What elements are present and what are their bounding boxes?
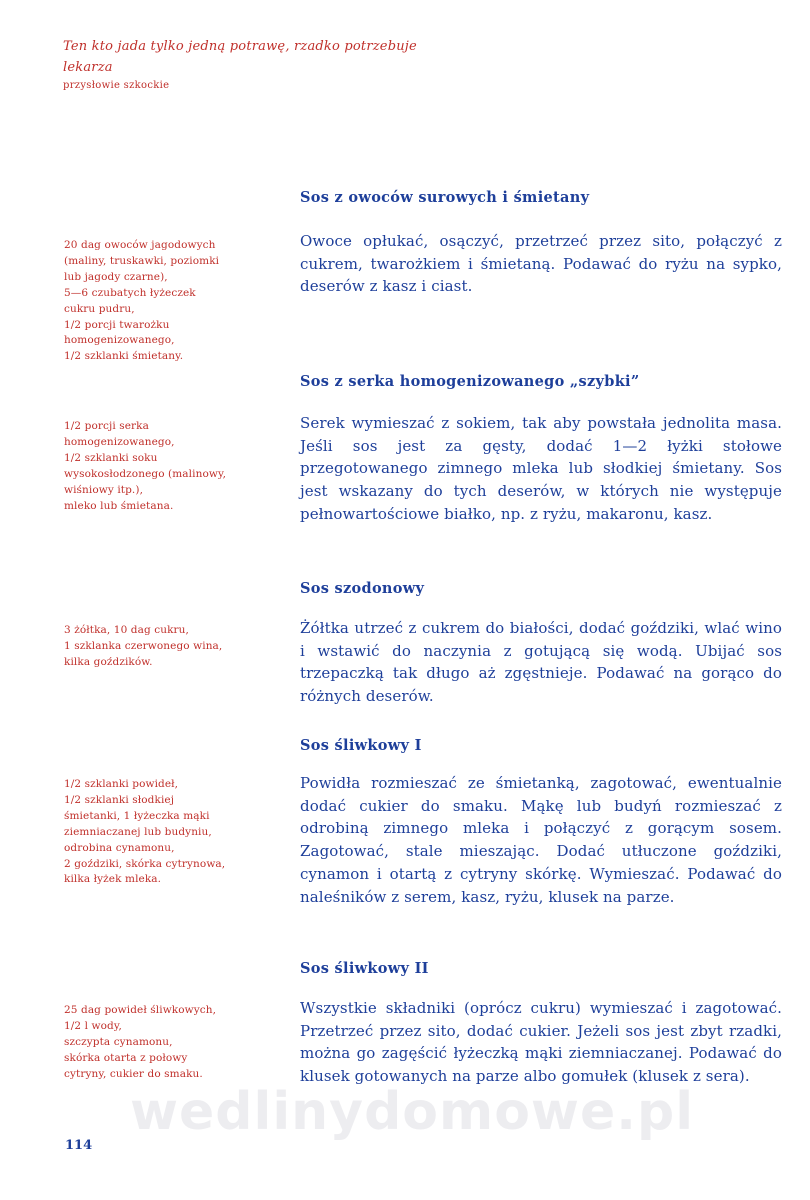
ingredient-list xyxy=(64,1003,284,1083)
ingredient-line: (maliny, truskawki, poziomki xyxy=(64,254,220,267)
ingredient-line: cytryny, cukier do smaku. xyxy=(64,1067,203,1080)
ingredient-list xyxy=(64,623,284,671)
ingredient-list xyxy=(64,419,284,514)
ingredient-line: 1/2 szklanki słodkiej xyxy=(64,793,175,806)
ingredient-list xyxy=(64,238,284,365)
recipe-title: Sos szodonowy xyxy=(300,580,425,597)
recipe-title: Sos z serka homogenizowanego „szybki” xyxy=(300,373,640,390)
recipe-method: Żółtka utrzeć z cukrem do białości, dodać goździki, wlać wino i wstawić do naczynia z gotującą się wodą. Ubijać sos trzepaczką tak długo aż zgęstnieje. Podawać na gorąco do różnych deserów. xyxy=(300,619,782,706)
epigraph-quote xyxy=(63,36,483,78)
recipe-method: Owoce opłukać, osączyć, przetrzeć przez sito, połączyć z cukrem, twarożkiem i śmietaną. Podawać do ryżu na sypko, deserów z kasz i ciast. xyxy=(300,232,782,296)
page-number: 114 xyxy=(65,1138,93,1153)
ingredient-line: 1/2 szklanki śmietany. xyxy=(64,350,184,363)
recipe-method: Powidła rozmieszać ze śmietanką, zagotować, ewentualnie dodać cukier do smaku. Mąkę lub budyń rozmieszać z odrobiną zimnego mleka i połączyć z gorącym sosem. Zagotować, stale mieszając. Dodać utłuczone goździki, cynamon i otartą z cytryny skórkę. Wymieszać. Podawać do naleśników z serem, kasz, ryżu, klusek na parze. xyxy=(300,774,782,906)
recipe-method: Wszystkie składniki (oprócz cukru) wymieszać i zagotować. Przetrzeć przez sito, dodać cukier. Jeżeli sos jest zbyt rzadki, można go zagęścić łyżeczką mąki ziemniaczanej. Podawać do klusek gotowanych na parze albo gomułek (klusek z sera). xyxy=(300,999,782,1086)
ingredient-line: wysokosłodzonego (malinowy, xyxy=(64,467,227,480)
ingredient-line: 3 żółtka, 10 dag cukru, xyxy=(64,624,189,636)
ingredient-line: 20 dag owoców jagodowych xyxy=(64,239,216,251)
ingredient-line: śmietanki, 1 łyżeczka mąki xyxy=(64,809,210,822)
recipe-title: Sos z owoców surowych i śmietany xyxy=(300,189,590,206)
ingredient-line: mleko lub śmietana. xyxy=(64,499,174,512)
ingredient-line: 1/2 porcji serka xyxy=(64,420,149,432)
epigraph-source: przysłowie szkockie xyxy=(63,80,170,91)
ingredient-line: 5—6 czubatych łyżeczek xyxy=(64,286,196,299)
ingredient-line: szczypta cynamonu, xyxy=(64,1035,173,1048)
ingredient-line: kilka łyżek mleka. xyxy=(64,873,162,886)
ingredient-line: 25 dag powideł śliwkowych, xyxy=(64,1004,217,1016)
epigraph-quote-line: Ten kto jada tylko jedną potrawę, rzadko potrzebuje xyxy=(63,39,417,54)
ingredient-line: kilka goździków. xyxy=(64,655,153,668)
recipe-title: Sos śliwkowy I xyxy=(300,737,422,754)
ingredient-line: ziemniaczanej lub budyniu, xyxy=(64,825,212,838)
ingredient-line: wiśniowy itp.), xyxy=(64,483,144,496)
ingredient-line: homogenizowanego, xyxy=(64,435,175,448)
ingredient-list xyxy=(64,777,284,888)
ingredient-line: lub jagody czarne), xyxy=(64,270,168,283)
ingredient-line: 1 szklanka czerwonego wina, xyxy=(64,639,223,652)
ingredient-line: 1/2 szklanki powideł, xyxy=(64,778,179,790)
ingredient-line: odrobina cynamonu, xyxy=(64,841,175,854)
ingredient-line: cukru pudru, xyxy=(64,302,135,315)
ingredient-line: skórka otarta z połowy xyxy=(64,1051,188,1064)
ingredient-line: 2 goździki, skórka cytrynowa, xyxy=(64,857,226,870)
ingredient-line: 1/2 porcji twarożku xyxy=(64,318,170,331)
epigraph-quote-line: lekarza xyxy=(63,60,113,75)
epigraph xyxy=(63,36,483,91)
recipe-title: Sos śliwkowy II xyxy=(300,960,429,977)
ingredient-line: 1/2 szklanki soku xyxy=(64,451,158,464)
ingredient-line: 1/2 l wody, xyxy=(64,1019,122,1032)
recipe-method: Serek wymieszać z sokiem, tak aby powstała jednolita masa. Jeśli sos jest za gęsty, dodać 1—2 łyżki stołowe przegotowanego zimnego mleka lub słodkiej śmietany. Sos jest wskazany do tych deserów, w których nie występuje pełnowartościowe białko, np. z ryżu, makaronu, kasz. xyxy=(300,414,782,523)
ingredient-line: homogenizowanego, xyxy=(64,334,175,347)
watermark: wedlinydomowe.pl xyxy=(129,1082,695,1142)
